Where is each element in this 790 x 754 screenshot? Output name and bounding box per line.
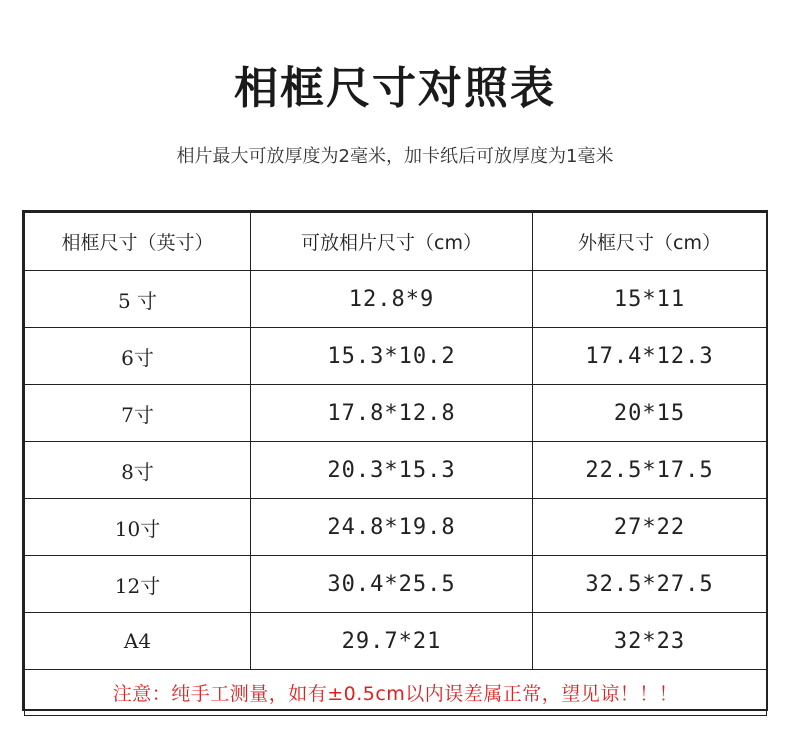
note-row bbox=[25, 670, 767, 716]
outer-size-cell: 20*15 bbox=[533, 385, 767, 442]
header-outer-size: 外框尺寸（cm） bbox=[533, 213, 767, 271]
table-row bbox=[25, 271, 767, 328]
frame-size-cell: 8寸 bbox=[25, 442, 251, 499]
photo-size-cell: 29.7*21 bbox=[251, 613, 533, 670]
table-row bbox=[25, 613, 767, 670]
outer-size-cell: 32.5*27.5 bbox=[533, 556, 767, 613]
frame-size-cell: 5 寸 bbox=[25, 271, 251, 328]
header-photo-size: 可放相片尺寸（cm） bbox=[251, 213, 533, 271]
header-frame-size: 相框尺寸（英寸） bbox=[25, 213, 251, 271]
page-title: 相框尺寸对照表 bbox=[234, 63, 556, 114]
size-comparison-table bbox=[22, 210, 768, 711]
photo-size-cell: 17.8*12.8 bbox=[251, 385, 533, 442]
photo-size-cell: 20.3*15.3 bbox=[251, 442, 533, 499]
frame-size-cell: 12寸 bbox=[25, 556, 251, 613]
table-header-row bbox=[25, 213, 767, 271]
outer-size-cell: 27*22 bbox=[533, 499, 767, 556]
measurement-note: 注意：纯手工测量，如有±0.5cm以内误差属正常，望见谅！！！ bbox=[25, 670, 767, 716]
outer-size-cell: 17.4*12.3 bbox=[533, 328, 767, 385]
table-row bbox=[25, 328, 767, 385]
frame-size-cell: 7寸 bbox=[25, 385, 251, 442]
frame-size-cell: A4 bbox=[25, 613, 251, 670]
photo-size-cell: 24.8*19.8 bbox=[251, 499, 533, 556]
outer-size-cell: 32*23 bbox=[533, 613, 767, 670]
outer-size-cell: 15*11 bbox=[533, 271, 767, 328]
photo-size-cell: 15.3*10.2 bbox=[251, 328, 533, 385]
table-row bbox=[25, 442, 767, 499]
frame-size-cell: 6寸 bbox=[25, 328, 251, 385]
page-subtitle: 相片最大可放厚度为2毫米，加卡纸后可放厚度为1毫米 bbox=[176, 146, 614, 167]
outer-size-cell: 22.5*17.5 bbox=[533, 442, 767, 499]
photo-size-cell: 12.8*9 bbox=[251, 271, 533, 328]
frame-size-cell: 10寸 bbox=[25, 499, 251, 556]
table-row bbox=[25, 556, 767, 613]
table-row bbox=[25, 499, 767, 556]
photo-size-cell: 30.4*25.5 bbox=[251, 556, 533, 613]
table-row bbox=[25, 385, 767, 442]
